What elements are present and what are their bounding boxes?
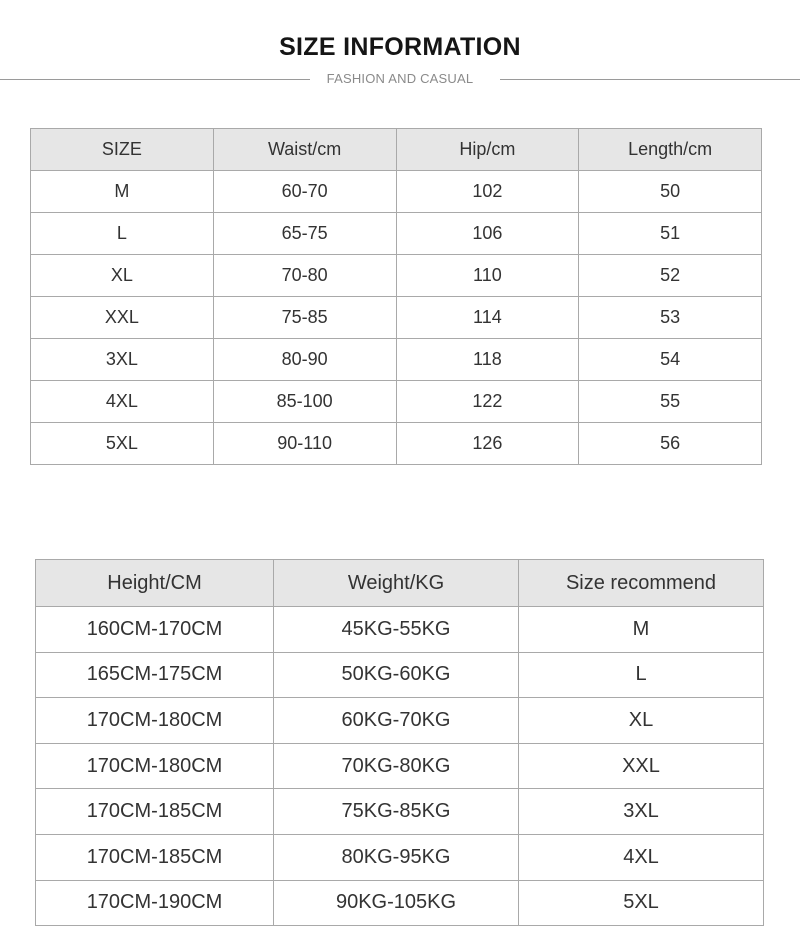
cell-length: 53	[579, 297, 762, 339]
cell-waist: 90-110	[213, 423, 396, 465]
cell-recommended-size: 5XL	[519, 880, 764, 926]
cell-hip: 118	[396, 339, 579, 381]
table-row	[36, 698, 764, 744]
cell-height: 170CM-180CM	[36, 698, 274, 744]
table-row	[36, 789, 764, 835]
cell-hip: 114	[396, 297, 579, 339]
cell-height: 170CM-180CM	[36, 743, 274, 789]
table-row	[31, 213, 762, 255]
cell-length: 51	[579, 213, 762, 255]
cell-waist: 60-70	[213, 171, 396, 213]
cell-waist: 65-75	[213, 213, 396, 255]
cell-weight: 90KG-105KG	[274, 880, 519, 926]
column-header-weight: Weight/KG	[274, 560, 519, 607]
table-row	[31, 423, 762, 465]
cell-hip: 126	[396, 423, 579, 465]
cell-height: 170CM-185CM	[36, 834, 274, 880]
column-header-size-recommend: Size recommend	[519, 560, 764, 607]
cell-recommended-size: XL	[519, 698, 764, 744]
table-row	[31, 171, 762, 213]
cell-weight: 50KG-60KG	[274, 652, 519, 698]
cell-length: 56	[579, 423, 762, 465]
cell-weight: 45KG-55KG	[274, 607, 519, 653]
cell-height: 170CM-185CM	[36, 789, 274, 835]
column-header-waist: Waist/cm	[213, 129, 396, 171]
cell-size: L	[31, 213, 214, 255]
cell-recommended-size: XXL	[519, 743, 764, 789]
cell-length: 54	[579, 339, 762, 381]
size-chart-table	[30, 128, 762, 465]
cell-waist: 75-85	[213, 297, 396, 339]
cell-weight: 70KG-80KG	[274, 743, 519, 789]
cell-size: 4XL	[31, 381, 214, 423]
table-header-row	[31, 129, 762, 171]
cell-size: M	[31, 171, 214, 213]
cell-hip: 122	[396, 381, 579, 423]
cell-waist: 70-80	[213, 255, 396, 297]
cell-hip: 106	[396, 213, 579, 255]
cell-weight: 75KG-85KG	[274, 789, 519, 835]
cell-waist: 80-90	[213, 339, 396, 381]
cell-length: 55	[579, 381, 762, 423]
column-header-size: SIZE	[31, 129, 214, 171]
cell-waist: 85-100	[213, 381, 396, 423]
cell-weight: 60KG-70KG	[274, 698, 519, 744]
cell-height: 170CM-190CM	[36, 880, 274, 926]
page-header	[0, 0, 800, 100]
column-header-height: Height/CM	[36, 560, 274, 607]
table-row	[36, 607, 764, 653]
column-header-length: Length/cm	[579, 129, 762, 171]
cell-height: 160CM-170CM	[36, 607, 274, 653]
cell-size: XXL	[31, 297, 214, 339]
cell-height: 165CM-175CM	[36, 652, 274, 698]
cell-recommended-size: M	[519, 607, 764, 653]
cell-size: XL	[31, 255, 214, 297]
size-recommendation-table	[35, 559, 764, 926]
cell-size: 5XL	[31, 423, 214, 465]
table-row	[31, 381, 762, 423]
table-header-row	[36, 560, 764, 607]
cell-recommended-size: 3XL	[519, 789, 764, 835]
table-row	[36, 880, 764, 926]
table-row	[31, 297, 762, 339]
cell-weight: 80KG-95KG	[274, 834, 519, 880]
table-row	[31, 339, 762, 381]
page-subtitle: FASHION AND CASUAL	[326, 71, 474, 86]
cell-length: 50	[579, 171, 762, 213]
table-row	[36, 652, 764, 698]
cell-recommended-size: L	[519, 652, 764, 698]
page-title: SIZE INFORMATION	[279, 33, 521, 61]
cell-recommended-size: 4XL	[519, 834, 764, 880]
table-row	[31, 255, 762, 297]
table-row	[36, 743, 764, 789]
table-row	[36, 834, 764, 880]
cell-hip: 102	[396, 171, 579, 213]
cell-hip: 110	[396, 255, 579, 297]
column-header-hip: Hip/cm	[396, 129, 579, 171]
divider-right	[500, 79, 800, 80]
cell-length: 52	[579, 255, 762, 297]
cell-size: 3XL	[31, 339, 214, 381]
